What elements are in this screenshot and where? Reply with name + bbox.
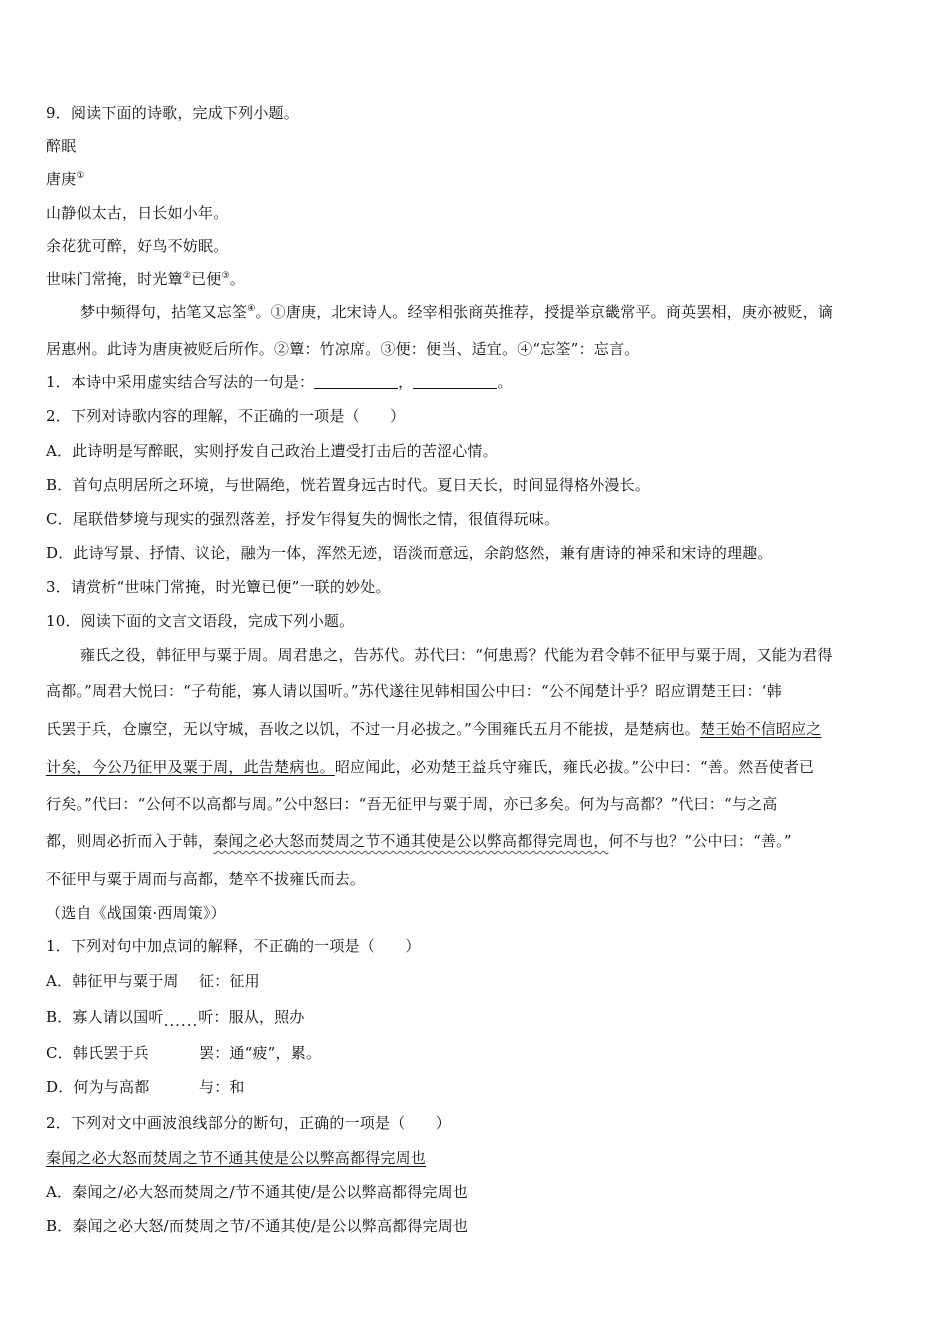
passage-line-7: 不征甲与粟于周而与高都，楚卒不拔雍氏而去。 — [46, 870, 366, 888]
poem-title: 醉眠 — [46, 137, 77, 155]
footnote-marker: ③ — [221, 271, 230, 281]
q9-option-b: B．首句点明居所之环境，与世隔绝，恍若置身远古时代。夏日天长，时间显得格外漫长。 — [46, 476, 651, 494]
q9-sub1: 1．本诗中采用虚实结合写法的一句是： ， 。 — [46, 373, 513, 391]
passage-line-1: 雍氏之役，韩征甲与粟于周。周君患之，告苏代。苏代曰：“何患焉？代能为君令韩不征甲与粟于周，又能为君得 — [80, 646, 833, 664]
q10-sub1: 1．下列对句中加点词的解释，不正确的一项是（ ） — [46, 937, 421, 955]
underlined-sentence: 楚王始不信昭应之 — [699, 720, 822, 738]
q10-option-b: B．寡人请以国听......听：服从，照办 — [46, 1008, 305, 1030]
q9-sub3: 3．请赏析“世味门常掩，时光簟已便”一联的妙处。 — [46, 578, 391, 596]
passage-line-5: 行矣。”代曰：“公何不以高都与周。”公中怒曰：“吾无征甲与粟于周，亦已多矣。何为与高都？”代曰：“与之高 — [46, 795, 778, 813]
q9-option-a: A．此诗明是写醉眠，实则抒发自己政治上遭受打击后的苦涩心情。 — [46, 442, 498, 460]
answer-blank[interactable] — [314, 374, 398, 389]
q10-break-option-a: A．秦闻之/必大怒而焚周之/节不通其使/是公以弊高都得完周也 — [46, 1183, 468, 1201]
passage-source: （选自《战国策·西周策》） — [46, 904, 226, 922]
q10-break-option-b: B．秦闻之必大怒/而焚周之节/不通其使/是公以弊高都得完周也 — [46, 1217, 469, 1235]
underlined-sentence: 计矣，今公乃征甲及粟于周，此告楚病也。 — [46, 758, 335, 776]
q10-option-d: D．何为与高都 与：和 — [46, 1078, 245, 1096]
passage-line-6: 都，则周必折而入于韩，秦闻之必大怒而焚周之节不通其使是公以弊高都得完周也，何不与也？”公中曰：“善。” — [46, 832, 792, 850]
q10-heading: 10．阅读下面的文言文语段，完成下列小题。 — [46, 612, 355, 630]
wavy-sentence: 秦闻之必大怒而焚周之节不通其使是公以弊高都得完周也 — [46, 1149, 427, 1167]
notes-continued: 居惠州。此诗为唐庚被贬后所作。②簟：竹凉席。③便：便当、适宜。④“忘筌”：忘言。 — [46, 340, 640, 358]
wavy-underlined-sentence: 秦闻之必大怒而焚周之节不通其使是公以弊高都得完周也， — [213, 832, 609, 850]
footnote-marker: ① — [76, 171, 85, 181]
q10-sub2: 2．下列对文中画波浪线部分的断句，正确的一项是（ ） — [46, 1114, 451, 1132]
q9-sub2: 2．下列对诗歌内容的理解，不正确的一项是（ ） — [46, 407, 406, 425]
poem-line-1: 山静似太古，日长如小年。 — [46, 204, 229, 222]
q10-option-c: C．韩氏罢于兵 罢：通“疲”，累。 — [46, 1044, 322, 1062]
passage-line-4: 计矣，今公乃征甲及粟于周，此告楚病也。昭应闻此，必劝楚王益兵守雍氏，雍氏必拔。”公中曰：“善。然吾使者已 — [46, 758, 815, 776]
poem-line-2: 余花犹可醉，好鸟不妨眠。 — [46, 237, 229, 255]
q9-option-d: D．此诗写景、抒情、议论，融为一体，浑然无迹，语淡而意远，余韵悠然，兼有唐诗的神采和宋诗的理趣。 — [46, 544, 773, 562]
q10-option-a: A．韩征甲与粟于周 征：征用 — [46, 972, 260, 990]
passage-line-3: 氏罢于兵，仓廪空，无以守城，吾收之以饥，不过一月必拔之。”今围雍氏五月不能拔，是楚病也。楚王始不信昭应之 — [46, 720, 822, 738]
answer-blank[interactable] — [413, 374, 497, 389]
q9-option-c: C．尾联借梦境与现实的强烈落差，抒发乍得复失的惆怅之情，很值得玩味。 — [46, 510, 560, 528]
poem-line-4-with-notes: 梦中频得句，拈笔又忘筌④。①唐庚，北宋诗人。经宰相张商英推荐，授提举京畿常平。商英罢相，庚亦被贬，谪 — [80, 303, 834, 321]
footnote-marker: ② — [182, 271, 192, 281]
q9-heading: 9．阅读下面的诗歌，完成下列小题。 — [46, 104, 299, 122]
poem-line-3: 世味门常掩，时光簟②已便③。 — [46, 270, 245, 288]
emphasis-dots: ...... — [163, 1012, 199, 1030]
poem-author: 唐庚① — [46, 170, 85, 188]
passage-line-2: 高都。”周君大悦曰：“子苟能，寡人请以国听。”苏代遂往见韩相国公中曰：“公不闻楚计乎？昭应谓楚王曰：‘韩 — [46, 682, 782, 700]
footnote-marker: ④ — [247, 304, 256, 314]
